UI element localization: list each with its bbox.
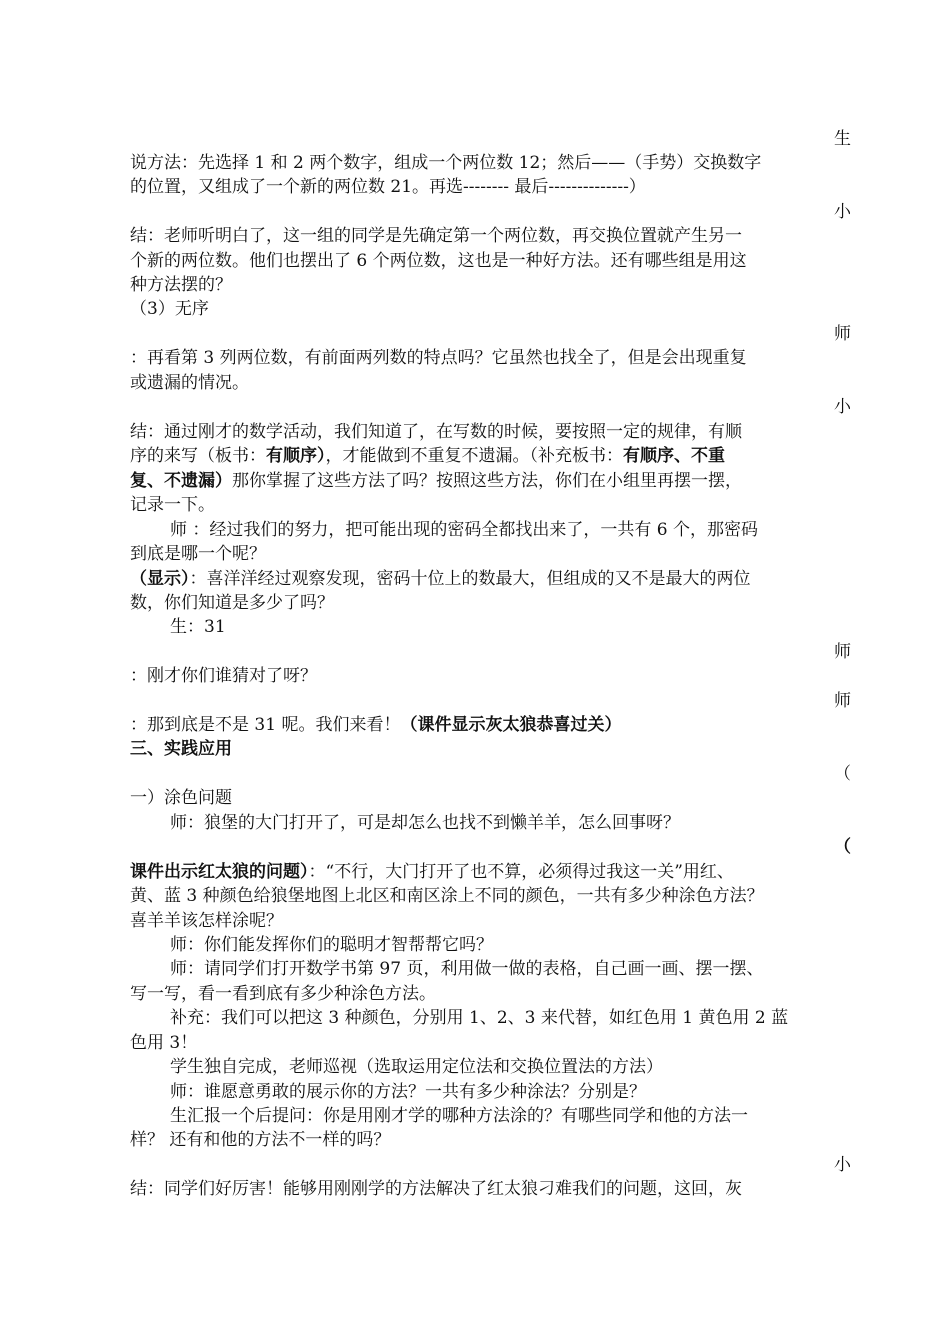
text-line: 或遗漏的情况。 [130, 373, 249, 393]
text-line: 师：请同学们打开数学书第 97 页，利用做一做的表格，自己画一画、摆一摆、 [170, 959, 764, 979]
text-span: ：“不行，大门打开了也不算，必须得过我这一关”用红、 [308, 862, 734, 882]
text-line: 结：通过刚才的数学活动，我们知道了，在写数的时候，要按照一定的规律，有顺 [130, 422, 742, 442]
text-line: 结：老师听明白了，这一组的同学是先确定第一个两位数，再交换位置就产生另一 [130, 226, 742, 246]
text-span: ，才能做到不重复不遗漏。（补充板书： [325, 446, 623, 466]
text-span: 序的来写（板书： [130, 446, 266, 466]
text-line: ：再看第 3 列两位数，有前面两列数的特点吗？它虽然也找全了，但是会出现重复 [130, 348, 747, 368]
text-line: 的位置，又组成了一个新的两位数 21。再选-------- 最后--------------） [130, 177, 646, 197]
wrapped-speaker-char: 小 [834, 1155, 851, 1175]
text-line: 师 ：经过我们的努力，把可能出现的密码全都找出来了，一共有 6 个，那密码 [170, 520, 759, 540]
bold-text: （显示） [130, 569, 190, 589]
wrapped-speaker-char: （ [834, 764, 851, 784]
text-line: 写一写，看一看到底有多少种涂色方法。 [130, 984, 436, 1004]
bold-text: 有顺序、不重 [623, 446, 725, 466]
bold-text: 复、不遗漏） [130, 471, 232, 491]
bold-text: 课件出示红太狼的问题） [130, 862, 309, 882]
text-line [130, 713, 621, 737]
wrapped-speaker-char: 小 [834, 397, 851, 417]
text-line [130, 469, 742, 493]
text-line: ：刚才你们谁猜对了呀？ [130, 666, 317, 686]
wrapped-speaker-char: 师 [834, 691, 851, 711]
text-line: 样？ 还有和他的方法不一样的吗？ [130, 1130, 391, 1150]
text-line: 补充：我们可以把这 3 种颜色，分别用 1、2、3 来代替，如红色用 1 黄色用 2 蓝 [170, 1008, 789, 1028]
text-span: ：那到底是不是 31 呢。我们来看！ [130, 715, 401, 735]
text-line: 记录一下。 [130, 495, 215, 515]
bold-text: （ [834, 837, 851, 857]
text-line: 师：谁愿意勇敢的展示你的方法？一共有多少种涂法？分别是？ [170, 1082, 646, 1102]
text-line: 种方法摆的？ [130, 275, 232, 295]
wrapped-speaker-char: 生 [834, 129, 851, 149]
text-line [130, 737, 232, 761]
text-line: 黄、蓝 3 种颜色给狼堡地图上北区和南区涂上不同的颜色，一共有多少种涂色方法？ [130, 886, 764, 906]
bold-text: （课件显示灰太狼恭喜过关） [400, 715, 622, 735]
bold-text: 有顺序） [266, 446, 326, 466]
text-line: 师：你们能发挥你们的聪明才智帮帮它吗？ [170, 935, 493, 955]
wrapped-speaker-char: 师 [834, 324, 851, 344]
text-span: ：喜洋洋经过观察发现，密码十位上的数最大，但组成的又不是最大的两位 [189, 569, 751, 589]
text-line: 色用 3！ [130, 1033, 198, 1053]
text-span: 那你掌握了这些方法了吗？按照这些方法，你们在小组里再摆一摆， [232, 471, 742, 491]
text-line: 师：狼堡的大门打开了，可是却怎么也找不到懒羊羊，怎么回事呀？ [170, 813, 680, 833]
wrapped-speaker-char [834, 835, 851, 859]
wrapped-speaker-char: 小 [834, 202, 851, 222]
text-line: 生汇报一个后提问：你是用刚才学的哪种方法涂的？有哪些同学和他的方法一 [170, 1106, 748, 1126]
text-line: （3）无序 [130, 299, 209, 319]
text-line [130, 860, 734, 884]
bold-text: 三、实践应用 [130, 739, 232, 759]
text-line: 学生独自完成，老师巡视（选取运用定位法和交换位置法的方法） [170, 1057, 663, 1077]
text-line: 数，你们知道是多少了吗？ [130, 593, 334, 613]
text-line: 一）涂色问题 [130, 788, 232, 808]
text-line: 结：同学们好厉害！能够用刚刚学的方法解决了红太狼刁难我们的问题，这回，灰 [130, 1179, 742, 1199]
text-line: 生：31 [170, 617, 226, 637]
text-line: 说方法：先选择 1 和 2 两个数字，组成一个两位数 12；然后——（手势）交换数字 [130, 153, 762, 173]
text-line [130, 444, 725, 468]
text-line [130, 567, 751, 591]
wrapped-speaker-char: 师 [834, 642, 851, 662]
text-line: 喜羊羊该怎样涂呢？ [130, 911, 283, 931]
text-line: 到底是哪一个呢？ [130, 544, 266, 564]
text-line: 个新的两位数。他们也摆出了 6 个两位数，这也是一种好方法。还有哪些组是用这 [130, 251, 747, 271]
